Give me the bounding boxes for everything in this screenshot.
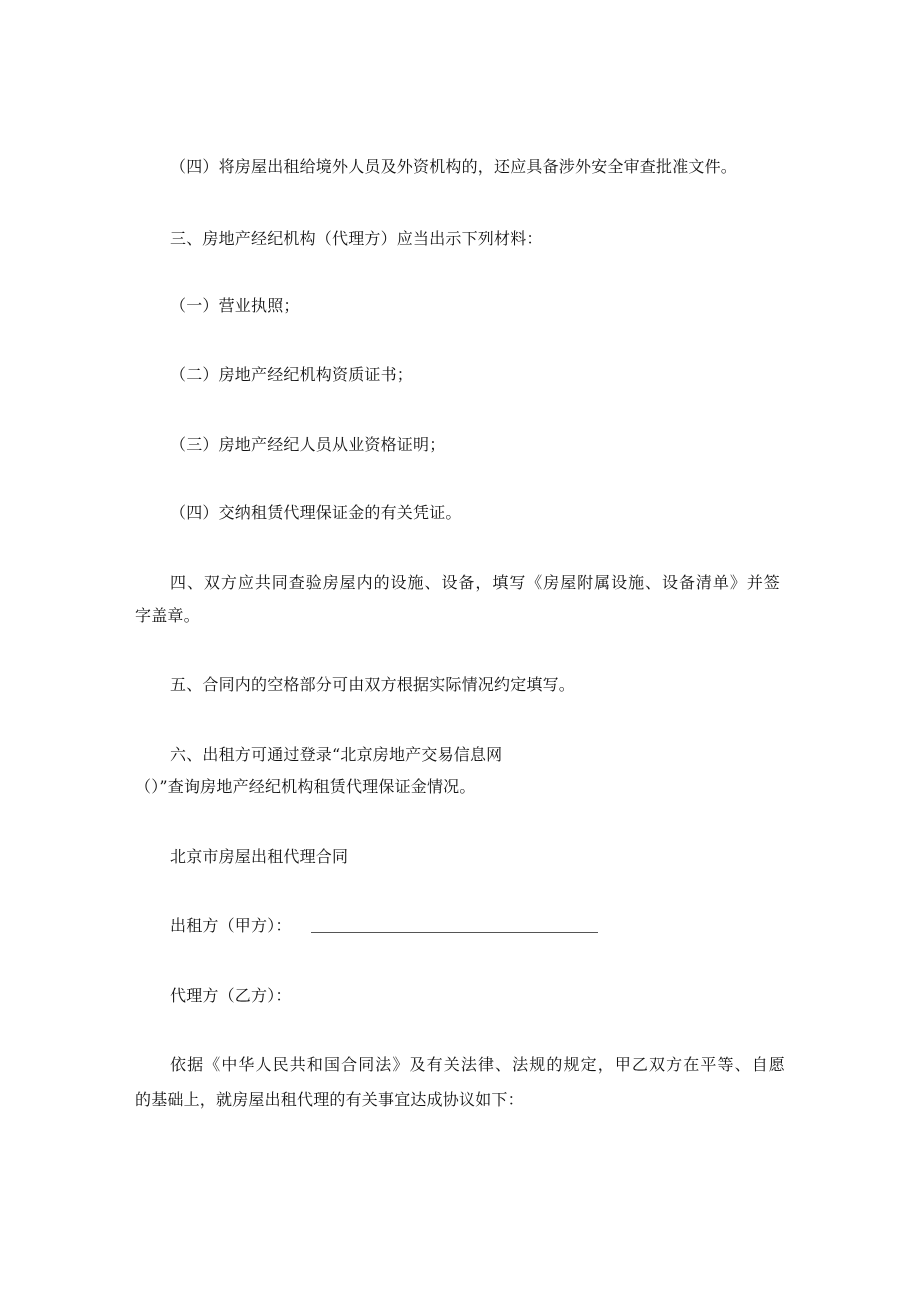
preamble-line-1: 依据《中华人民共和国合同法》及有关法律、法规的规定，甲乙双方在平等、自愿 — [170, 1055, 785, 1074]
item-foreign-approval: （四）将房屋出租给境外人员及外资机构的，还应具备涉外安全审查批准文件。 — [170, 157, 738, 176]
agent-label: 代理方（乙方）： — [170, 986, 292, 1005]
section-4-line-2: 字盖章。 — [135, 606, 200, 625]
preamble-line-2: 的基础上，就房屋出租代理的有关事宜达成协议如下： — [135, 1090, 524, 1109]
lessor-label: 出租方（甲方）： — [170, 916, 292, 935]
lessor-signature-blank — [311, 932, 598, 933]
contract-title: 北京市房屋出租代理合同 — [170, 847, 349, 866]
section-6-line-2: （）”查询房地产经纪机构租赁代理保证金情况。 — [135, 777, 476, 796]
section-6-line-1: 六、出租方可通过登录“北京房地产交易信息网 — [170, 745, 503, 764]
section-3-item-1: （一）营业执照； — [170, 296, 300, 315]
section-3-item-2: （二）房地产经纪机构资质证书； — [170, 365, 414, 384]
section-4-line-1: 四、双方应共同查验房屋内的设施、设备，填写《房屋附属设施、设备清单》并签 — [170, 573, 780, 592]
section-3-heading: 三、房地产经纪机构（代理方）应当出示下列材料： — [170, 229, 543, 248]
section-3-item-4: （四）交纳租赁代理保证金的有关凭证。 — [170, 503, 462, 522]
section-5-text: 五、合同内的空格部分可由双方根据实际情况约定填写。 — [170, 675, 576, 694]
section-3-item-3: （三）房地产经纪人员从业资格证明； — [170, 435, 446, 454]
